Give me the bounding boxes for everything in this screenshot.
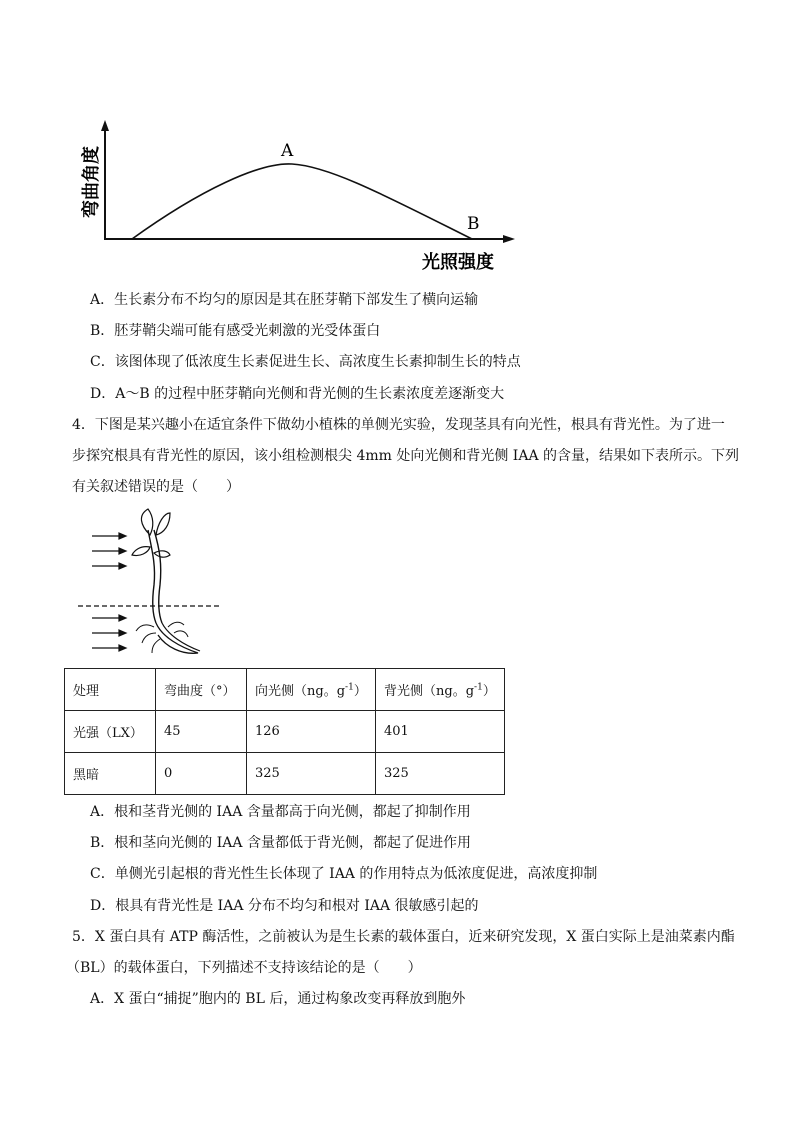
root-hairs bbox=[136, 622, 188, 653]
table-cell: 401 bbox=[376, 711, 505, 753]
table-cell: 325 bbox=[376, 753, 505, 795]
iaa-table bbox=[64, 668, 505, 795]
q4-option-d: D．根具有背光性是 IAA 分布不均匀和根对 IAA 很敏感引起的 bbox=[90, 898, 479, 914]
peak-label-a: A bbox=[281, 141, 294, 161]
y-axis-label: 弯曲角度 bbox=[81, 146, 102, 218]
q5-option-a: A．X 蛋白“捕捉”胞内的 BL 后，通过构象改变再释放到胞外 bbox=[90, 991, 466, 1007]
stem bbox=[148, 530, 156, 623]
q4-option-c: C．单侧光引起根的背光性生长体现了 IAA 的作用特点为低浓度促进，高浓度抑制 bbox=[90, 866, 598, 882]
table-row bbox=[65, 753, 505, 795]
q3-option-c: C．该图体现了低浓度生长素促进生长、高浓度生长素抑制生长的特点 bbox=[90, 354, 521, 370]
bending-angle-graph bbox=[60, 118, 530, 278]
table-cell: 0 bbox=[156, 753, 247, 795]
table-header-row bbox=[65, 669, 505, 711]
x-axis-arrow bbox=[503, 235, 515, 243]
table-cell: 黑暗 bbox=[65, 753, 156, 795]
end-label-b: B bbox=[467, 214, 480, 234]
table-cell: 光强（LX） bbox=[65, 711, 156, 753]
y-axis-arrow bbox=[101, 120, 109, 131]
table-row bbox=[65, 711, 505, 753]
table-header-cell: 背光侧（ng。$g^{-1}$） bbox=[376, 669, 505, 711]
q3-option-d: D．A～B 的过程中胚芽鞘向光侧和背光侧的生长素浓度差逐渐变大 bbox=[90, 386, 505, 402]
q4-stem-line1: 4．下图是某兴趣小在适宜条件下做幼小植株的单侧光实验，发现茎具有向光性，根具有背光性。为了进一 bbox=[72, 417, 725, 433]
leaf-right bbox=[156, 513, 170, 535]
table-header-cell: 弯曲度（°） bbox=[156, 669, 247, 711]
q5-stem-line1: 5．X 蛋白具有 ATP 酶活性，之前被认为是生长素的载体蛋白，近来研究发现，X 蛋白实际上是油菜素内酯 bbox=[72, 929, 735, 945]
table-cell: 126 bbox=[247, 711, 376, 753]
q4-stem-line2: 步探究根具有背光性的原因，该小组检测根尖 4mm 处向光侧和背光侧 IAA 的含量，结果如下表所示。下列 bbox=[72, 448, 740, 464]
light-arrows-bottom bbox=[92, 615, 126, 651]
table-header-cell: 处理 bbox=[65, 669, 156, 711]
x-axis-label: 光照强度 bbox=[422, 252, 494, 273]
table-cell: 325 bbox=[247, 753, 376, 795]
leaf-left bbox=[141, 509, 152, 535]
leaf-side bbox=[132, 547, 150, 556]
bending-curve bbox=[132, 164, 472, 239]
table-cell: 45 bbox=[156, 711, 247, 753]
q4-stem-line3: 有关叙述错误的是（ ） bbox=[72, 479, 240, 495]
q3-option-a: A．生长素分布不均匀的原因是其在胚芽鞘下部发生了横向运输 bbox=[90, 292, 479, 308]
q5-stem-line2: （BL）的载体蛋白，下列描述不支持该结论的是（ ） bbox=[66, 960, 422, 976]
seedling-illustration bbox=[70, 505, 230, 660]
root bbox=[156, 623, 198, 653]
q4-option-a: A．根和茎背光侧的 IAA 含量都高于向光侧，都起了抑制作用 bbox=[90, 804, 471, 820]
table-header-cell: 向光侧（ng。$g^{-1}$） bbox=[247, 669, 376, 711]
q3-option-b: B．胚芽鞘尖端可能有感受光刺激的光受体蛋白 bbox=[90, 323, 381, 339]
light-arrows-top bbox=[92, 533, 126, 569]
q4-option-b: B．根和茎向光侧的 IAA 含量都低于背光侧，都起了促进作用 bbox=[90, 835, 471, 851]
